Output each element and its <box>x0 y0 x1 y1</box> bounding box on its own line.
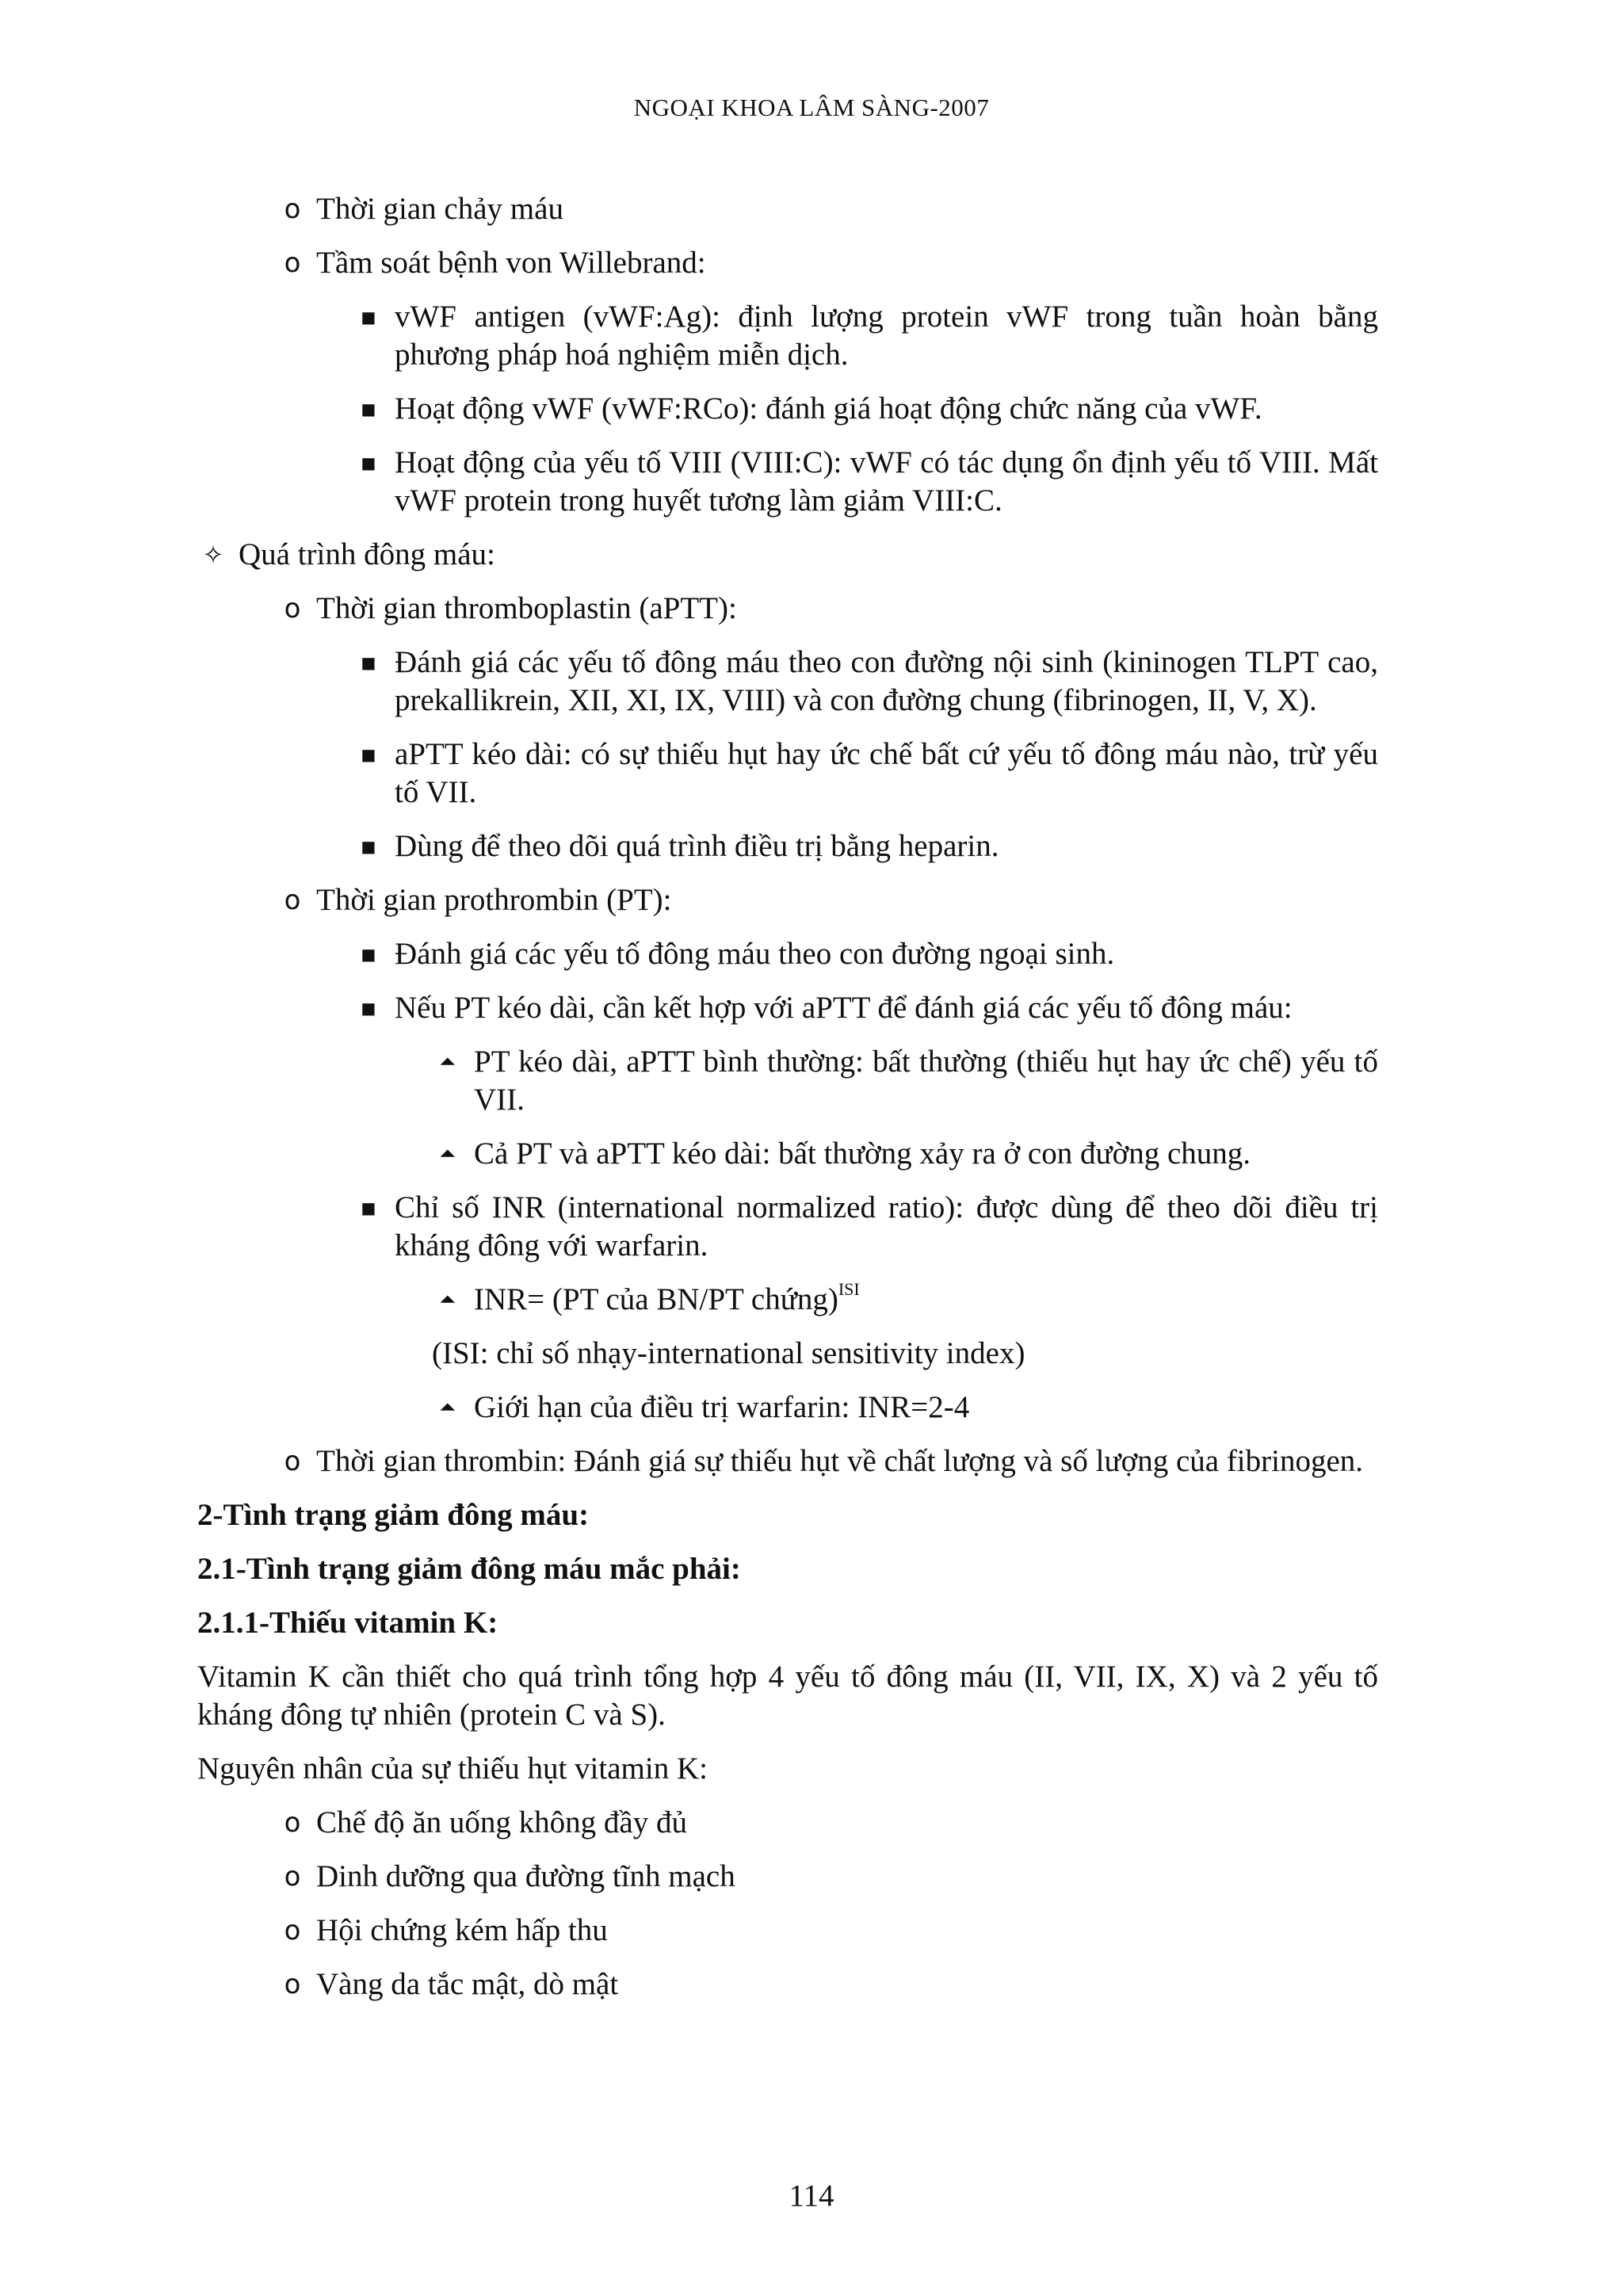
caret-bullet-icon: ⏶ <box>439 1050 456 1074</box>
square-bullet-icon: ■ <box>361 453 376 472</box>
circle-bullet-icon: o <box>284 193 301 225</box>
list-item-text: Dùng để theo dõi quá trình điều trị bằng heparin. <box>395 829 999 863</box>
list-item-text: aPTT kéo dài: có sự thiếu hụt hay ức chế bất cứ yếu tố đông máu nào, trừ yếu tố VII. <box>395 737 1378 809</box>
list-item <box>197 536 1378 574</box>
running-header: NGOẠI KHOA LÂM SÀNG-2007 <box>633 94 990 121</box>
list-item <box>197 1043 1378 1119</box>
list-item-text: Nếu PT kéo dài, cần kết hợp với aPTT để đánh giá các yếu tố đông máu: <box>395 991 1293 1025</box>
list-item-text: Vàng da tắc mật, dò mật <box>316 1967 619 2001</box>
list-item <box>197 881 1378 919</box>
list-item-text: Đánh giá các yếu tố đông máu theo con đường ngoại sinh. <box>395 937 1115 971</box>
circle-bullet-icon: o <box>284 1446 301 1477</box>
caret-bullet-icon: ⏶ <box>439 1142 456 1166</box>
page-number: 114 <box>789 2179 834 2213</box>
list-item-text: INR= (PT của BN/PT chứng) <box>474 1282 838 1316</box>
list-item-text: Cả PT và aPTT kéo dài: bất thường xảy ra ở con đường chung. <box>474 1137 1251 1171</box>
page-body <box>197 190 1378 2019</box>
square-bullet-icon: ■ <box>361 653 376 672</box>
list-item-text: Hoạt động vWF (vWF:RCo): đánh giá hoạt động chức năng của vWF. <box>395 392 1262 426</box>
list-item <box>197 1858 1378 1896</box>
list-item-text: Tầm soát bệnh von Willebrand: <box>316 246 706 280</box>
list-item-text: Thời gian chảy máu <box>316 192 563 226</box>
list-item <box>197 298 1378 374</box>
superscript-isi: ISI <box>838 1279 860 1299</box>
list-item <box>197 244 1378 282</box>
circle-bullet-icon: o <box>284 247 301 279</box>
list-item <box>197 1966 1378 2004</box>
list-item-text: Hoạt động của yếu tố VIII (VIII:C): vWF có tác dụng ổn định yếu tố VIII. Mất vWF protein trong huyết tương làm giảm VIII:C. <box>395 445 1378 518</box>
section-heading: 2-Tình trạng giảm đông máu: <box>197 1498 590 1532</box>
circle-bullet-icon: o <box>284 1915 301 1946</box>
list-item <box>197 190 1378 228</box>
list-item <box>197 1442 1378 1480</box>
list-item <box>197 827 1378 865</box>
circle-bullet-icon: o <box>284 1861 301 1893</box>
list-item-text: Hội chứng kém hấp thu <box>316 1913 608 1947</box>
list-item <box>197 390 1378 428</box>
list-item <box>197 590 1378 628</box>
list-item <box>197 644 1378 720</box>
subsubsection-heading: 2.1.1-Thiếu vitamin K: <box>197 1606 498 1640</box>
list-item-text: PT kéo dài, aPTT bình thường: bất thường (thiếu hụt hay ức chế) yếu tố VII. <box>474 1045 1378 1117</box>
square-bullet-icon: ■ <box>361 837 376 856</box>
square-bullet-icon: ■ <box>361 399 376 418</box>
square-bullet-icon: ■ <box>361 945 376 964</box>
list-item <box>197 1804 1378 1842</box>
circle-bullet-icon: o <box>284 593 301 625</box>
list-item <box>197 735 1378 812</box>
list-item <box>197 935 1378 973</box>
list-item <box>197 1281 1378 1319</box>
list-item <box>197 444 1378 520</box>
square-bullet-icon: ■ <box>361 999 376 1018</box>
list-item-text: (ISI: chỉ số nhạy-international sensitivity index) <box>432 1336 1025 1370</box>
paragraph: Vitamin K cần thiết cho quá trình tổng hợp 4 yếu tố đông máu (II, VII, IX, X) và 2 yếu tố kháng đông tự nhiên (protein C và S). <box>197 1660 1378 1732</box>
paragraph: Nguyên nhân của sự thiếu hụt vitamin K: <box>197 1752 708 1786</box>
subsection-heading: 2.1-Tình trạng giảm đông máu mắc phải: <box>197 1552 741 1586</box>
circle-bullet-icon: o <box>284 1807 301 1839</box>
list-item-text: vWF antigen (vWF:Ag): định lượng protein vWF trong tuần hoàn bằng phương pháp hoá nghiệm miễn dịch. <box>395 300 1378 372</box>
list-item <box>197 1389 1378 1427</box>
list-item <box>197 1912 1378 1950</box>
list-item-text: Chỉ số INR (international normalized ratio): được dùng để theo dõi điều trị kháng đông với warfarin. <box>395 1190 1378 1263</box>
list-item-text: Quá trình đông máu: <box>239 537 495 571</box>
list-item <box>197 1189 1378 1265</box>
caret-bullet-icon: ⏶ <box>439 1396 456 1419</box>
caret-bullet-icon: ⏶ <box>439 1288 456 1312</box>
list-item <box>197 1135 1378 1173</box>
list-item-text: Thời gian prothrombin (PT): <box>316 883 672 917</box>
diamond-bullet-icon: ✧ <box>202 540 224 570</box>
square-bullet-icon: ■ <box>361 1198 376 1217</box>
square-bullet-icon: ■ <box>361 308 376 327</box>
circle-bullet-icon: o <box>284 884 301 916</box>
square-bullet-icon: ■ <box>361 745 376 764</box>
circle-bullet-icon: o <box>284 1969 301 2000</box>
list-item-text: Chế độ ăn uống không đầy đủ <box>316 1805 687 1839</box>
list-item-text: Thời gian thromboplastin (aPTT): <box>316 591 737 625</box>
list-item-text: Dinh dưỡng qua đường tĩnh mạch <box>316 1859 735 1893</box>
list-item-note <box>197 1335 1378 1373</box>
list-item <box>197 989 1378 1027</box>
list-item-text: Giới hạn của điều trị warfarin: INR=2-4 <box>474 1390 970 1424</box>
list-item-text: Đánh giá các yếu tố đông máu theo con đường nội sinh (kininogen TLPT cao, prekallikrein, XII, XI, IX, VIII) và con đường chung (fibrinogen, II, V, X). <box>395 645 1378 717</box>
list-item-text: Thời gian thrombin: Đánh giá sự thiếu hụt về chất lượng và số lượng của fibrinogen. <box>316 1444 1364 1478</box>
